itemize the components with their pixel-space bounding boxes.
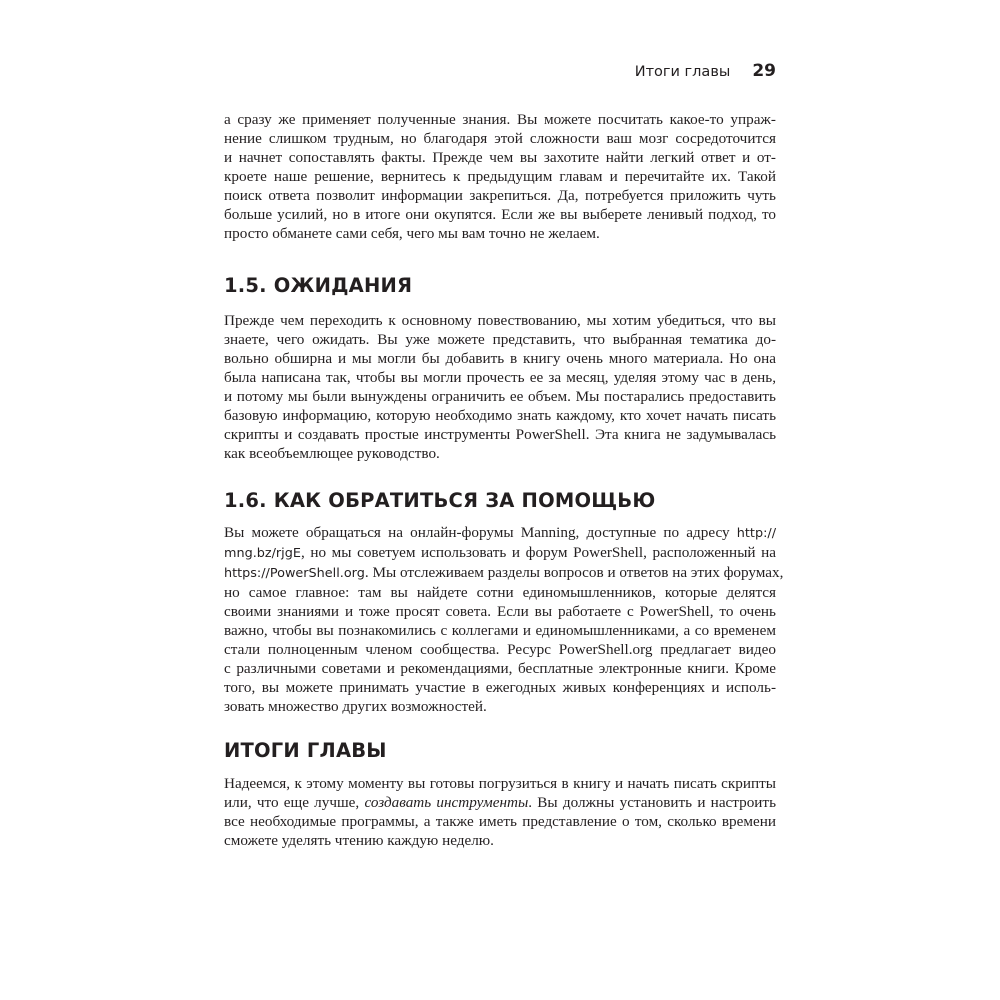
expectations-paragraph <box>224 311 776 463</box>
text-line: и начнет сопоставлять факты. Прежде чем вы захотите найти легкий ответ и от- <box>224 149 776 166</box>
text-line: как всеобъемлющее руководство. <box>224 445 440 462</box>
text-line: Надеемся, к этому моменту вы готовы погрузиться в книгу и начать писать скрипты <box>224 775 776 792</box>
text-line: вольно обширна и мы могли бы добавить в книгу очень много материала. Но она <box>224 350 776 367</box>
text-line: с различными советами и рекомендациями, бесплатные электронные книги. Кроме <box>224 660 776 677</box>
manning-forum-link[interactable]: http:// <box>736 526 776 541</box>
page-number: 29 <box>752 61 776 81</box>
text-line: кроете наше решение, вернитесь к предыдущим главам и перечитайте их. Такой <box>224 168 776 185</box>
summary-paragraph <box>224 774 776 850</box>
text-line: сможете уделять чтению каждую неделю. <box>224 832 494 849</box>
text-line <box>224 793 776 812</box>
running-head <box>635 61 776 81</box>
text-line <box>224 523 776 543</box>
text-line: но самое главное: там вы найдете сотни единомышленников, которые делятся <box>224 584 776 601</box>
manning-forum-link-continued[interactable]: mng.bz/rjgE <box>224 546 301 561</box>
text-line: важно, чтобы вы познакомились с коллегами и единомышленниками, а со временем <box>224 622 776 639</box>
text-line: Прежде чем переходить к основному повествованию, мы хотим убедиться, что вы <box>224 312 776 329</box>
text-line: знаете, чего ожидать. Вы уже можете представить, что выбранная тематика до- <box>224 331 776 348</box>
running-head-chapter-title: Итоги главы <box>634 64 731 80</box>
text-span: . Мы отслеживаем разделы вопросов и ответов на этих форумах, <box>364 564 784 581</box>
intro-paragraph <box>224 110 776 243</box>
text-line: поиск ответа позволит информации закрепиться. Да, потребуется приложить чуть <box>224 187 776 204</box>
text-line: а сразу же применяет полученные знания. Вы можете посчитать какое-то упраж- <box>224 111 776 128</box>
section-heading-summary: ИТОГИ ГЛАВЫ <box>224 739 387 762</box>
text-line: своими знаниями и тоже просят совета. Если вы работаете с PowerShell, то очень <box>224 603 776 620</box>
section-heading-help: 1.6. КАК ОБРАТИТЬСЯ ЗА ПОМОЩЬЮ <box>224 489 656 512</box>
text-span: Вы можете обращаться на онлайн-форумы Manning, доступные по адресу <box>224 524 737 541</box>
text-line <box>224 563 784 583</box>
text-line: просто обманете сами себя, чего мы вам точно не желаем. <box>224 225 600 242</box>
powershell-org-link[interactable]: https://PowerShell.org <box>224 566 365 581</box>
text-span: . Вы должны установить и настроить <box>528 794 776 811</box>
section-heading-expectations: 1.5. ОЖИДАНИЯ <box>224 274 413 297</box>
text-line: была написана так, чтобы вы могли прочесть ее за месяц, уделяя этому час в день, <box>224 369 776 386</box>
text-line: базовую информацию, которую необходимо знать каждому, кто хочет начать писать <box>224 407 776 424</box>
help-paragraph <box>224 523 784 716</box>
text-line: и потому мы были вынуждены ограничить ее объем. Мы постарались предоставить <box>224 388 776 405</box>
text-line: больше усилий, но в итоге они окупятся. Если же вы выберете ленивый подход, то <box>224 206 776 223</box>
emphasis-text: создавать инструменты <box>364 794 529 811</box>
text-line: стали полноценным членом сообщества. Ресурс PowerShell.org предлагает видео <box>224 641 776 658</box>
text-line: зовать множество других возможностей. <box>224 698 487 715</box>
text-line: все необходимые программы, а также иметь представление о том, сколько времени <box>224 813 776 830</box>
text-span: или, что еще лучше, <box>224 794 365 811</box>
text-line: скрипты и создавать простые инструменты PowerShell. Эта книга не задумывалась <box>224 426 776 443</box>
text-line <box>224 543 776 563</box>
text-line: того, вы можете принимать участие в ежегодных живых конференциях и исполь- <box>224 679 776 696</box>
text-span: , но мы советуем использовать и форум PowerShell, расположенный на <box>300 544 776 561</box>
text-line: нение слишком трудным, но благодаря этой сложности ваш мозг сосредоточится <box>224 130 776 147</box>
